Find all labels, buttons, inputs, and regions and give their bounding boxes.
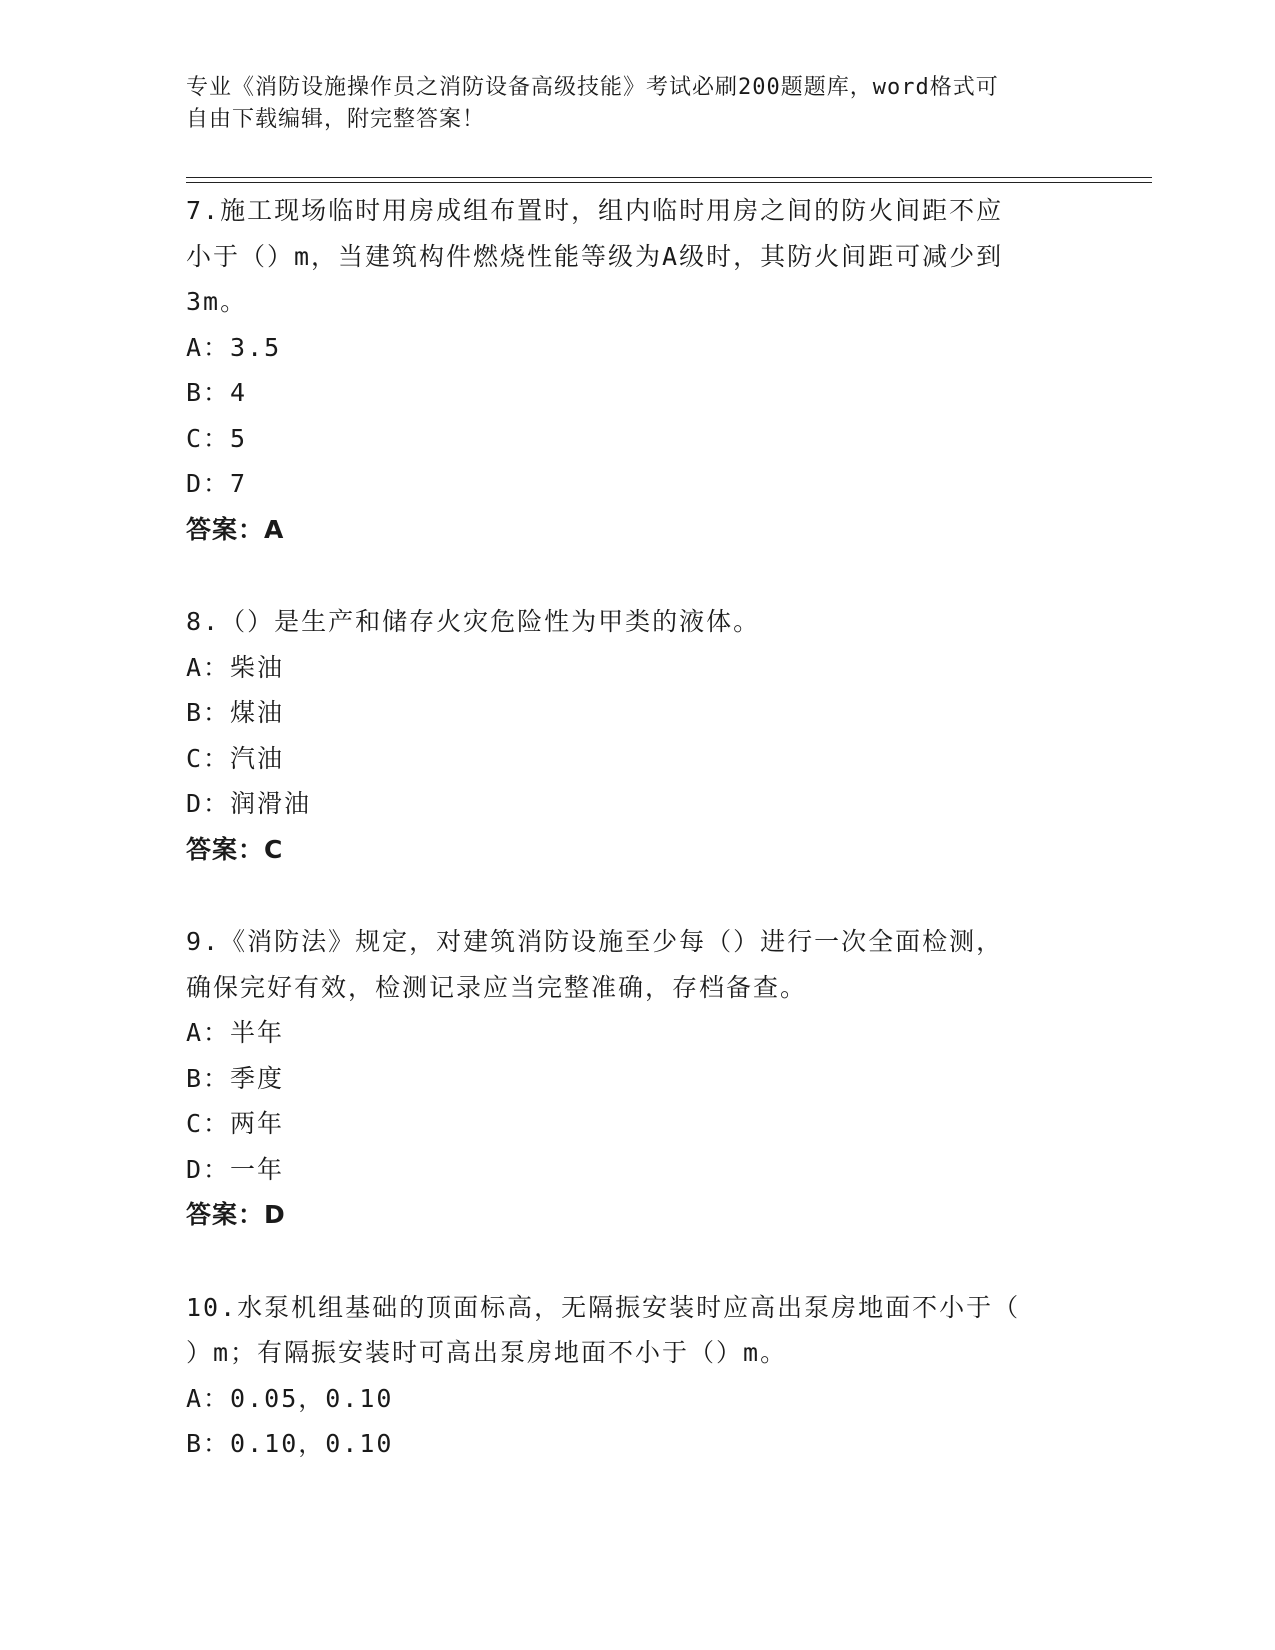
question-7 (186, 188, 1086, 552)
question-list (186, 188, 1086, 1467)
answer-label: 答案：C (186, 834, 284, 864)
header-line-1: 专业《消防设施操作员之消防设备高级技能》考试必刷200题题库，word格式可 (186, 75, 999, 100)
answer-label: 答案：A (186, 514, 285, 544)
question-8 (186, 599, 1086, 872)
header-divider-bottom (186, 182, 1152, 183)
option-d: D：润滑油 (186, 789, 312, 818)
option-a: A：3.5 (186, 332, 282, 362)
option-b: B：4 (186, 378, 248, 407)
document-header (186, 72, 1066, 136)
question-10 (186, 1285, 1086, 1467)
question-stem-line: 3m。 (186, 287, 248, 316)
question-9 (186, 919, 1086, 1238)
option-c: C：两年 (186, 1109, 285, 1138)
option-b: B：煤油 (186, 698, 285, 727)
option-d: D：7 (186, 469, 248, 498)
option-b: B：季度 (186, 1063, 285, 1093)
question-stem-line: 7.施工现场临时用房成组布置时，组内临时用房之间的防火间距不应 (186, 196, 1004, 225)
question-stem-line: 9.《消防法》规定，对建筑消防设施至少每（）进行一次全面检测， (186, 927, 1004, 956)
question-stem-line: 8.（）是生产和储存火灾危险性为甲类的液体。 (186, 607, 761, 636)
option-b: B：0.10，0.10 (186, 1429, 394, 1458)
question-stem-line: ）m；有隔振安装时可高出泵房地面不小于（）m。 (186, 1338, 788, 1367)
option-d: D：一年 (186, 1154, 285, 1184)
option-a: A：半年 (186, 1018, 285, 1047)
option-a: A：0.05，0.10 (186, 1383, 394, 1413)
question-stem-line: 10.水泵机组基础的顶面标高，无隔振安装时应高出泵房地面不小于（ (186, 1292, 1021, 1322)
question-stem-line: 确保完好有效，检测记录应当完整准确，存档备查。 (186, 972, 808, 1002)
option-c: C：5 (186, 423, 248, 453)
option-c: C：汽油 (186, 743, 285, 773)
header-line-2: 自由下载编辑，附完整答案！ (186, 107, 486, 132)
header-divider-top (186, 177, 1152, 178)
question-stem-line: 小于（）m，当建筑构件燃烧性能等级为A级时，其防火间距可减少到 (186, 241, 1004, 271)
option-a: A：柴油 (186, 652, 285, 682)
answer-label: 答案：D (186, 1200, 286, 1229)
